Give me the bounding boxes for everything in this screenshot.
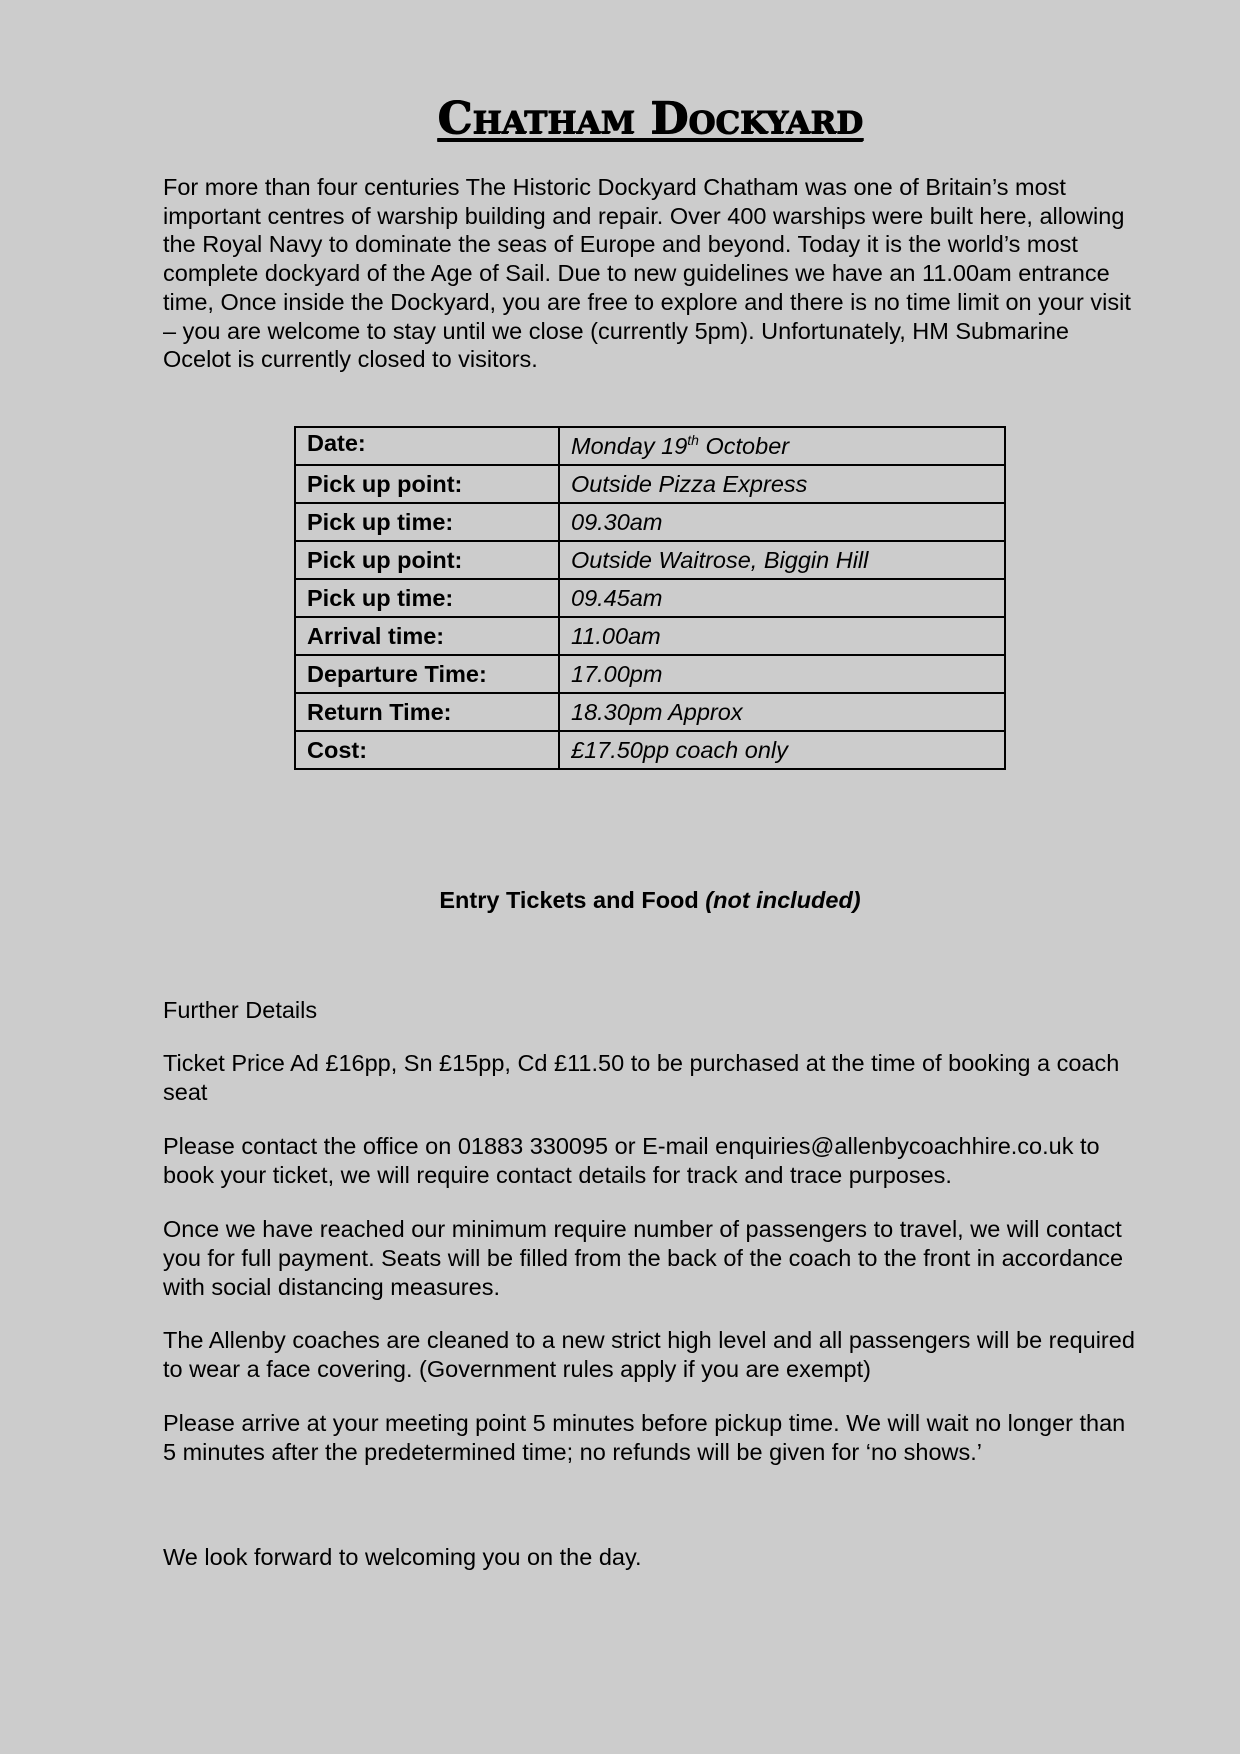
entry-main-text: Entry Tickets and Food xyxy=(439,887,706,913)
entry-not-included: (not included) xyxy=(705,887,861,913)
cleaning-paragraph: The Allenby coaches are cleaned to a new strict high level and all passengers will be required to wear a face covering. (Government rules apply if you are exempt) xyxy=(163,1327,1135,1382)
row-label: Departure Time: xyxy=(295,655,559,693)
table-row xyxy=(295,655,1005,693)
row-label: Pick up point: xyxy=(295,465,559,503)
table-row xyxy=(295,617,1005,655)
contact-paragraph: Please contact the office on 01883 330095 or E-mail enquiries@allenbycoachhire.co.uk to book your ticket, we will require contact details for track and trace purposes. xyxy=(163,1133,1100,1188)
row-label: Pick up point: xyxy=(295,541,559,579)
table-row xyxy=(295,693,1005,731)
payment-paragraph: Once we have reached our minimum require number of passengers to travel, we will contact you for full payment. Seats will be filled from the back of the coach to the front in accordance with social distancing measures. xyxy=(163,1216,1124,1300)
arrival-paragraph: Please arrive at your meeting point 5 minutes before pickup time. We will wait no longer than 5 minutes after the predetermined time; no refunds will be given for ‘no shows.’ xyxy=(163,1410,1126,1465)
table-row xyxy=(295,579,1005,617)
row-label: Pick up time: xyxy=(295,579,559,617)
date-day: Monday 19 xyxy=(571,432,688,459)
closing-line: We look forward to welcoming you on the day. xyxy=(163,1544,642,1570)
ticket-price-paragraph: Ticket Price Ad £16pp, Sn £15pp, Cd £11.50 to be purchased at the time of booking a coach seat xyxy=(163,1050,1120,1105)
table-row xyxy=(295,731,1005,769)
table-row xyxy=(295,465,1005,503)
row-label: Cost: xyxy=(295,731,559,769)
row-value: £17.50pp coach only xyxy=(559,731,1005,769)
row-value: 17.00pm xyxy=(559,655,1005,693)
row-value xyxy=(559,427,1005,465)
table-row xyxy=(295,541,1005,579)
row-value: Outside Waitrose, Biggin Hill xyxy=(559,541,1005,579)
row-value: 11.00am xyxy=(559,617,1005,655)
entry-note xyxy=(163,887,1137,914)
row-value: 09.30am xyxy=(559,503,1005,541)
date-suffix: th xyxy=(687,432,699,449)
row-value: 09.45am xyxy=(559,579,1005,617)
table-row xyxy=(295,503,1005,541)
further-details-heading: Further Details xyxy=(163,997,318,1023)
date-month: October xyxy=(698,432,790,459)
row-label: Pick up time: xyxy=(295,503,559,541)
row-value: 18.30pm Approx xyxy=(559,693,1005,731)
row-label: Date: xyxy=(295,427,559,465)
row-label: Arrival time: xyxy=(295,617,559,655)
row-value: Outside Pizza Express xyxy=(559,465,1005,503)
page-title: Chatham Dockyard xyxy=(437,93,863,144)
table-row xyxy=(295,427,1005,465)
trip-details-table xyxy=(294,426,1006,770)
row-label: Return Time: xyxy=(295,693,559,731)
intro-paragraph: For more than four centuries The Historic Dockyard Chatham was one of Britain’s most important centres of warship building and repair. Over 400 warships were built here, allowing the Royal Navy to dominate the seas of Europe and beyond. Today it is the world’s most complete dockyard of the Age of Sail. Due to new guidelines we have an 11.00am entrance time, Once inside the Dockyard, you are free to explore and there is no time limit on your visit – you are welcome to stay until we close (currently 5pm). Unfortunately, HM Submarine Ocelot is currently closed to visitors. xyxy=(163,174,1131,373)
